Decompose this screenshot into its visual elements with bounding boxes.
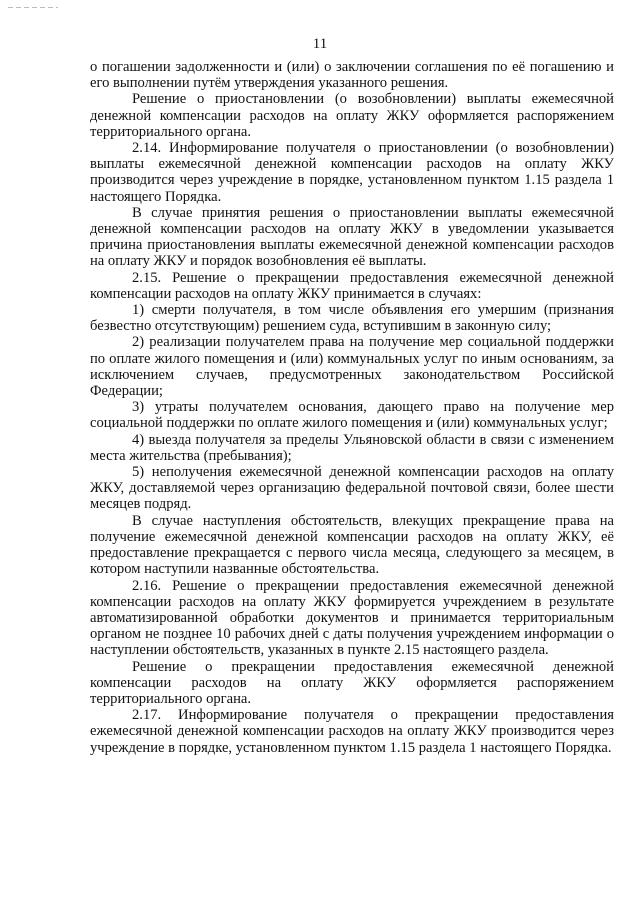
paragraph-suspension-notice: В случае принятия решения о приостановлении выплаты ежемесячной денежной компенсации расходов на оплату ЖКУ в уведомлении указывается причина приостановления выплаты ежемесячной денежной компенсации расходов на оплату ЖКУ и порядок возобновления её выплаты. bbox=[90, 204, 614, 270]
list-item-1: 1) смерти получателя, в том числе объявления его умершим (признания безвестно отсутствующим) решением суда, вступившим в законную силу; bbox=[90, 302, 614, 335]
paragraph-2-14: 2.14. Информирование получателя о приостановлении (о возобновлении) выплаты ежемесячной денежной компенсации расходов на оплату ЖКУ производится через учреждение в порядке, установленном пунктом 1.15 раздела 1 настоящего Порядка. bbox=[90, 140, 614, 205]
paragraph-2-16: 2.16. Решение о прекращении предоставления ежемесячной денежной компенсации расходов на оплату ЖКУ формируется учреждением в результате автоматизированной обработки документов и принимается территориальным органом не позднее 10 рабочих дней с даты получения учреждением информации о наступлении обстоятельств, указанных в пункте 2.15 настоящего раздела. bbox=[90, 577, 614, 659]
list-item-4: 4) выезда получателя за пределы Ульяновской области в связи с изменением места жительства (пребывания); bbox=[90, 431, 614, 464]
paragraph-continuation: о погашении задолженности и (или) о заключении соглашения по её погашению и его выполнении путём утверждения указанного решения. bbox=[90, 59, 614, 92]
page-number: 11 bbox=[312, 36, 328, 52]
list-item-2: 2) реализации получателем права на получение мер социальной поддержки по оплате жилого помещения и (или) коммунальных услуг по иным основаниям, за исключением случаев, предусмотренных законодательством Российской Федерации; bbox=[90, 334, 614, 400]
scan-mark bbox=[8, 7, 58, 8]
paragraph-termination-order: Решение о прекращении предоставления ежемесячной денежной компенсации расходов на оплату ЖКУ оформляется распоряжением территориального органа. bbox=[90, 658, 614, 707]
paragraph-termination-date: В случае наступления обстоятельств, влекущих прекращение права на получение ежемесячной денежной компенсации расходов на оплату ЖКУ, её предоставление прекращается с первого числа месяца, следующего за месяцем, в котором наступили названные обстоятельства. bbox=[90, 512, 614, 578]
paragraph-2-17: 2.17. Информирование получателя о прекращении предоставления ежемесячной денежной компенсации расходов на оплату ЖКУ производится через учреждение в порядке, установленном пунктом 1.15 раздела 1 настоящего Порядка. bbox=[90, 707, 614, 756]
list-item-3: 3) утраты получателем основания, дающего право на получение мер социальной поддержки по оплате жилого помещения и (или) коммунальных услуг; bbox=[90, 399, 614, 432]
list-item-5: 5) неполучения ежемесячной денежной компенсации расходов на оплату ЖКУ, доставляемой через организацию федеральной почтовой связи, более шести месяцев подряд. bbox=[90, 464, 614, 513]
document-body bbox=[90, 59, 614, 756]
paragraph-suspension-order: Решение о приостановлении (о возобновлении) выплаты ежемесячной денежной компенсации расходов на оплату ЖКУ оформляется распоряжением территориального органа. bbox=[90, 91, 614, 140]
paragraph-2-15: 2.15. Решение о прекращении предоставления ежемесячной денежной компенсации расходов на оплату ЖКУ принимается в случаях: bbox=[90, 269, 614, 302]
